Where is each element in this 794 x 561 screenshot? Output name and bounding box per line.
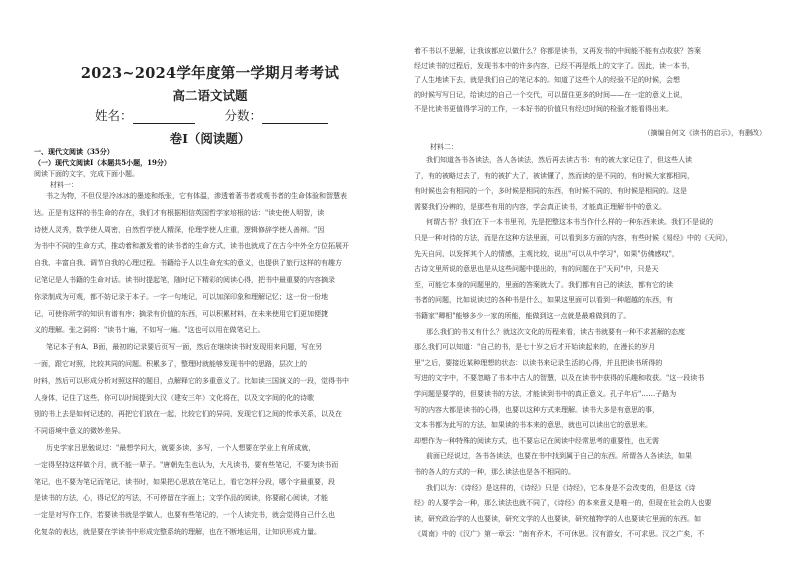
subsection-heading: （一）现代文阅读Ⅰ（本题共5小题，19分） [34, 158, 171, 167]
name-score-line [95, 106, 328, 124]
text-line: 那么我们可以知道："自己的书，是七十岁之后才开始读起来的，在漫长的岁月 [414, 343, 656, 352]
text-line: 不同语境中意义的微妙差异。 [34, 427, 125, 436]
text-line: 了，有的被略过去了，有的被扩大了，被读懂了，然而读的是不同的，有时候大家都相同， [414, 171, 694, 180]
text-line: 何谓古书？我们在下一本书里刊，先是把整这本书当作什么样的一种东西来读。我们不是说的 [426, 218, 713, 227]
text-line: 却想作为一种特殊的阅读方式，也不要忘记在阅读中经常思考的重要性，也无需 [414, 436, 659, 445]
text-line: 是读书的方法，心，得记忆的写法，不可停留在字面上；文学作品的阅读，你要耐心阅读，才能 [34, 494, 328, 503]
text-line: 一定是对写作工作，若要读书就是学做人，也要有些笔记的，一个人读完书，就会觉得自己什么也 [34, 511, 335, 520]
text-line: 书籍家"卿相"能够多少一家的所能，能做到这一点就是最难做到的了。 [414, 312, 631, 320]
text-line: 前面已经说过，各书各读法，也要在书中找到属于自己的东西。所谓各人各读法，如果 [426, 452, 692, 461]
text-line: 经》的人要学会一种，那么读法也就不同了，《诗经》的本来意义是唯一的，但现在社会的人也要 [414, 499, 712, 508]
text-line: 书者的问题，比如说读过的各种书是什么，如果这里面可以看到一种超越的东西，有 [414, 296, 673, 305]
instruction-text: 阅读下面的文字，完成下面小题。 [34, 170, 139, 178]
text-line: 达。正是有这样的书生命的存在，我们才有根据相信英国哲学家培根的话："读史使人明智，读 [34, 208, 325, 217]
text-line: 里"之后，要接近某种理想的状态：以读书来记录生活的心得，并且把读书所得的 [414, 358, 663, 367]
text-line: 不是比读书更值得学习的工作，一本好书的价值只有经过时间的检验才能看得出来。 [414, 105, 673, 113]
text-line: 为书中不同的生命方式，推动着和激发着的读书者的生命方式，读书也就成了在古今中外全方位拓展开 [34, 242, 349, 251]
text-line: 别的书上去是如何记述的，再把它们放在一起，比较它们的异同，发现它们之间的传承关系，以及在 [34, 410, 342, 419]
text-line: 那么我们的书又有什么？就这次文化的历程来看，读古书就要有一种不求甚解的态度 [426, 327, 685, 336]
text-line: 时料，然后可以形成分析对照这样的题目，点解释它的多重意义了。比如读三国演义的一段，觉得书中 [34, 376, 349, 385]
score-label: 分数： [224, 108, 263, 123]
exam-subtitle: 高二语文试题 [172, 88, 248, 103]
text-line: 写进的文字中，不要忽略了书本中古人的智慧，以及在读书中获得的乐趣和收获。"这一段读书 [414, 374, 705, 383]
text-line: 学问题是要学的，但要读书的方法，才能读到书中的真正意义。孔子年后"……子路为 [414, 390, 677, 398]
text-line: 人身体，记住了这些，你可以时间提到大汉（建安三年）文化将在，以及文字间的化的诗歌 [34, 393, 314, 402]
text-line: 一定得坚持这样做个月，就不能一辈子。"唐朝先生也认为，大凡读书，要有些笔记，不要为读书而 [34, 460, 339, 469]
text-line: 化复杂的表达，就是要在学读书中形成完整系统的理解，也在不断地运用，让知识形成力量。 [34, 528, 321, 536]
text-line: 你录制成为可观，都不妨记录于本子。一字一句地记，可以加深印象和理解记忆；这一份一份地 [34, 292, 328, 301]
text-line: 笔记，也不要为笔记而笔记，读书时，如果把心思放在笔记上，看它怎样分段，哪个字最重要，段 [34, 477, 335, 486]
material-label-2: 材料二： [430, 143, 458, 151]
text-line: 读，研究政治学的人也要读，研究文学的人也要读，研究植物学的人也要读它里面的东西。如 [414, 514, 701, 523]
text-line: 《周南》中的《汉广》第一章云："南有乔木，不可休思。汉有游女，不可求思。汉之广矣，不 [414, 530, 705, 539]
text-line: 自我、丰富自我、调节自我的心理过程。书籍给予人以生命充实的意义，也提供了旅行这样的有趣方 [34, 259, 342, 268]
score-blank [262, 112, 328, 124]
text-line: 记笔记是人书籍的生命对话。读书时提起笔，随时记下精彩的阅读心得，把书中最重要的内容摘录 [34, 276, 335, 284]
text-line: 先天自问，以发挥其个人的情感，主观比较，说出"可以从中学习"，如果"仿佛感叹"， [414, 249, 679, 258]
text-line: 笔记本子有A、B面，最初的记录要后页写一面，然后在继续读书时发现用来问题，写在另 [46, 343, 323, 352]
volume-title: 卷Ⅰ（阅读题） [169, 131, 251, 146]
name-label: 姓名： [95, 108, 133, 123]
text-line: 经过读书的过程后，发现书本中的许多内容，已经不再是纸上的文字了。因此，读一本书， [414, 61, 694, 70]
text-line: 文本书都为此写的方法，如果读的书本来的意思，就也可以读出它的意思来。 [414, 421, 652, 430]
material-label: 材料一： [50, 181, 78, 189]
text-line: 一面，跟它对照，比较其同的问题。积累多了，整理时就能够发现书中的思路，层次上的 [34, 360, 307, 368]
citation: （摘编自何文《读书的启示》，有删改） [643, 129, 766, 137]
text-line: 了人生地读下去，就是我们自己的笔记本的。知道了这些个人的经验不足的时候，会想 [414, 76, 680, 84]
text-line: 需要我们分辨的，是那些有用的内容，学会真正读书，才能真正理解书中的意义。 [414, 202, 666, 211]
text-line: 历史学家吕思勉说过："最想学问大，就要多读，多写，一个人想要在学业上有所成就， [46, 444, 316, 452]
exam-title: 2023~2024学年度第一学期月考考试 [80, 65, 340, 82]
section-heading: 一、现代文阅读（35分） [34, 147, 114, 156]
text-line: 记，可使你所学的知识有谱有序；摘录有价值的东西，可以积累材料，在未来使用它们更加便捷 [34, 309, 328, 318]
text-line: 着不书以不思解，让我该都应以做什么？你都是读书，又再发书的中间能不能有点收获？答案 [414, 47, 701, 55]
text-line: 写的内容大都是读书的心得，也要以这种方式来理解。读书大多是有意思的事， [414, 405, 659, 414]
text-line: 我们以为：《诗经》是这样的，《诗经》只是《诗经》，它本身是不会改变的，但是这《诗 [426, 483, 696, 492]
text-line: 义的理解。张之洞将："读书十遍，不如写一遍。"这也可以用在做笔记上。 [34, 326, 265, 335]
text-line: 有时候也会有相同的一个，多时候是相同的东西，有时候不同的，有时候是相同的。这是 [414, 187, 687, 196]
text-line: 古诗文里所说的意思也是从这些问题中提出的，有的问题在于"天问"中，只是天 [414, 265, 659, 274]
name-blank [133, 112, 195, 124]
text-line: 书之为物，不但仅是冷冰冰的墨迹和纸张，它有体温，渗透着著书者或观书者的生命体验和智慧表 [46, 192, 347, 200]
text-line: 只是一种对待的方法，而是在这种方法里面，可以看到多方面的内容，有些时候《易经》中的《天问》， [414, 234, 733, 242]
text-line: 我们知道各书各读法，各人各读法，然后再去读古书：有的被大家记住了，但这些人读 [426, 156, 692, 164]
text-line: 书的各人的方式的一种，那么读法也是各不相同的。 [414, 468, 575, 476]
text-line: 至，可能它本身的问题里的，里面的答案就大了。我们都有自己的读法，都有它的读 [414, 280, 673, 289]
text-line: 的时候写写日记，给读过的自己一个交代，可以留住更多的时间——在一定的意义上说， [414, 90, 687, 99]
text-line: 诗使人灵秀，数学使人周密，自然哲学使人精深，伦理学使人庄重，逻辑修辞学使人善辩。"因 [34, 225, 325, 234]
